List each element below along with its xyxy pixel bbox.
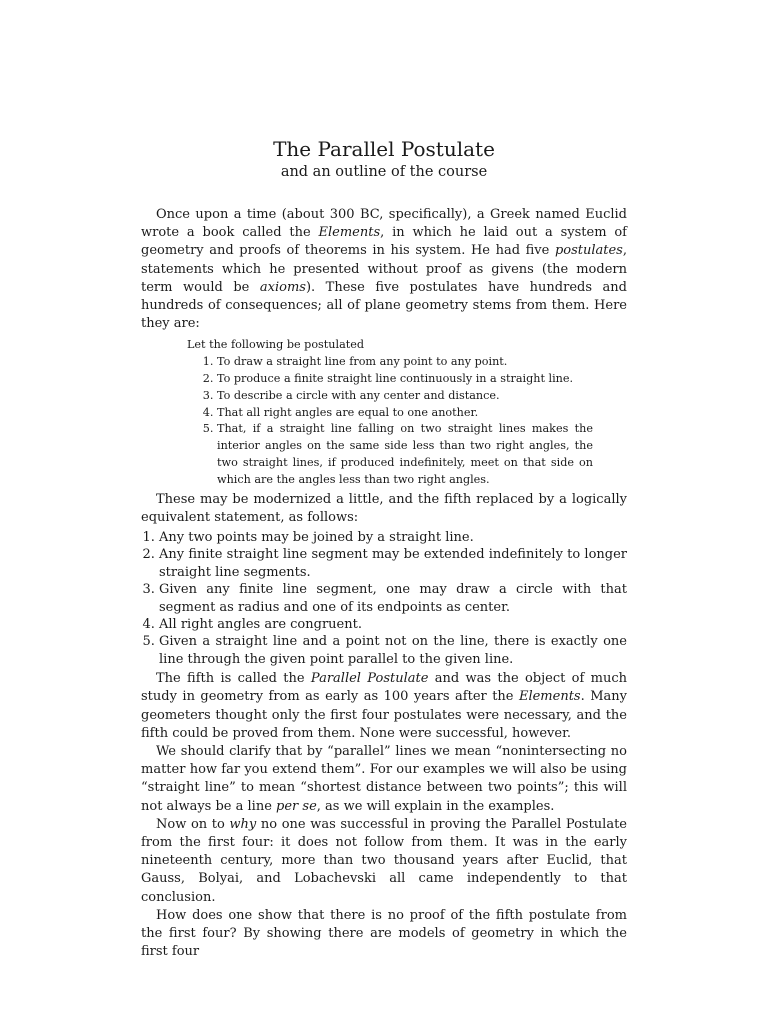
modern-postulate-3: 3. Given any finite line segment, one may draw a circle with that segment as radius and one of its endpoints as center. (159, 581, 627, 616)
intro-text-1: Once upon a time (about 300 BC, specifically), a Greek named Euclid wrote a book called the (141, 207, 627, 241)
now-on-paragraph (141, 816, 627, 907)
quote-intro: Let the following be postulated (187, 338, 365, 352)
euclid-postulate-1: 1. To draw a straight line from any point to any point. (217, 354, 593, 371)
intro-text-3: , statements which he presented without proof as givens (the modern term would be (141, 243, 627, 295)
axioms-term: axioms (259, 279, 306, 295)
euclid-postulate-5: 5. That, if a straight line falling on two straight lines makes the interior angles on the same side less than two right angles, the two straight lines, if produced indefinitely, meet on that side on which are the angles less than two right angles. (217, 421, 593, 488)
intro-text-4: ). These five postulates have hundreds and hundreds of consequences; all of plane geometry stems from them. Here they are: (141, 279, 627, 332)
how-does-paragraph: How does one show that there is no proof of the fifth postulate from the first four? By showing there are models of geometry in which the first four (141, 907, 627, 960)
clarify-text-1: We should clarify that by “parallel” lines we mean “nonintersecting no matter how far you extend them”. For our examples we will also be using “straight line” to mean “shortest distance between two points”; this will not always be a line (141, 744, 627, 814)
modern-postulate-5: 5. Given a straight line and a point not on the line, there is exactly one line through the given point parallel to the given line. (159, 633, 627, 668)
modern-postulate-4: 4. All right angles are congruent. (159, 616, 627, 633)
euclid-postulate-4: 4. That all right angles are equal to one another. (217, 405, 593, 422)
euclid-postulate-3: 3. To describe a circle with any center and distance. (217, 388, 593, 405)
intro-text-2: , in which he laid out a system of geometry and proofs of theorems in his system. He had five (141, 225, 627, 259)
modern-postulate-1: 1. Any two points may be joined by a straight line. (159, 529, 627, 546)
euclid-postulates-list (187, 354, 593, 488)
fifth-postulate-paragraph (141, 670, 627, 743)
document-subtitle: and an outline of the course (280, 164, 488, 180)
fifth-text-3: . Many geometers thought only the first four postulates were necessary, and the fifth could be proved from them. None were successful, however. (141, 689, 627, 741)
nowon-text-1: Now on to (156, 816, 230, 832)
modern-postulates-list (141, 529, 627, 668)
fifth-text-2: and was the object of much study in geometry from as early as 100 years after the (141, 671, 627, 705)
clarify-text-2: , as we will explain in the examples. (316, 798, 555, 814)
nowon-text-2: no one was successful in proving the Parallel Postulate from the first four: it does not follow from them. It was in the early nineteenth century, more than two thousand years after Euclid, that Gauss, Bolyai, and Lobachevski all came independently to that conclusion. (141, 816, 627, 905)
clarify-paragraph (141, 743, 627, 816)
document-page (141, 136, 627, 962)
elements-title: Elements (318, 225, 381, 241)
fifth-text-1: The fifth is called the (156, 671, 311, 687)
modern-postulate-2: 2. Any finite straight line segment may be extended indefinitely to longer straight line segments. (159, 546, 627, 581)
per-se-term: per se (276, 798, 317, 814)
euclid-postulate-2: 2. To produce a finite straight line continuously in a straight line. (217, 371, 593, 388)
document-title: The Parallel Postulate (273, 137, 495, 161)
postulates-term: postulates (554, 243, 623, 259)
parallel-postulate-term: Parallel Postulate (310, 671, 429, 687)
why-term: why (229, 816, 257, 832)
euclid-postulates-quote (187, 337, 593, 488)
elements-title-2: Elements (518, 689, 581, 705)
modernized-paragraph: These may be modernized a little, and the fifth replaced by a logically equivalent statement, as follows: (141, 491, 627, 525)
intro-paragraph (141, 206, 627, 333)
